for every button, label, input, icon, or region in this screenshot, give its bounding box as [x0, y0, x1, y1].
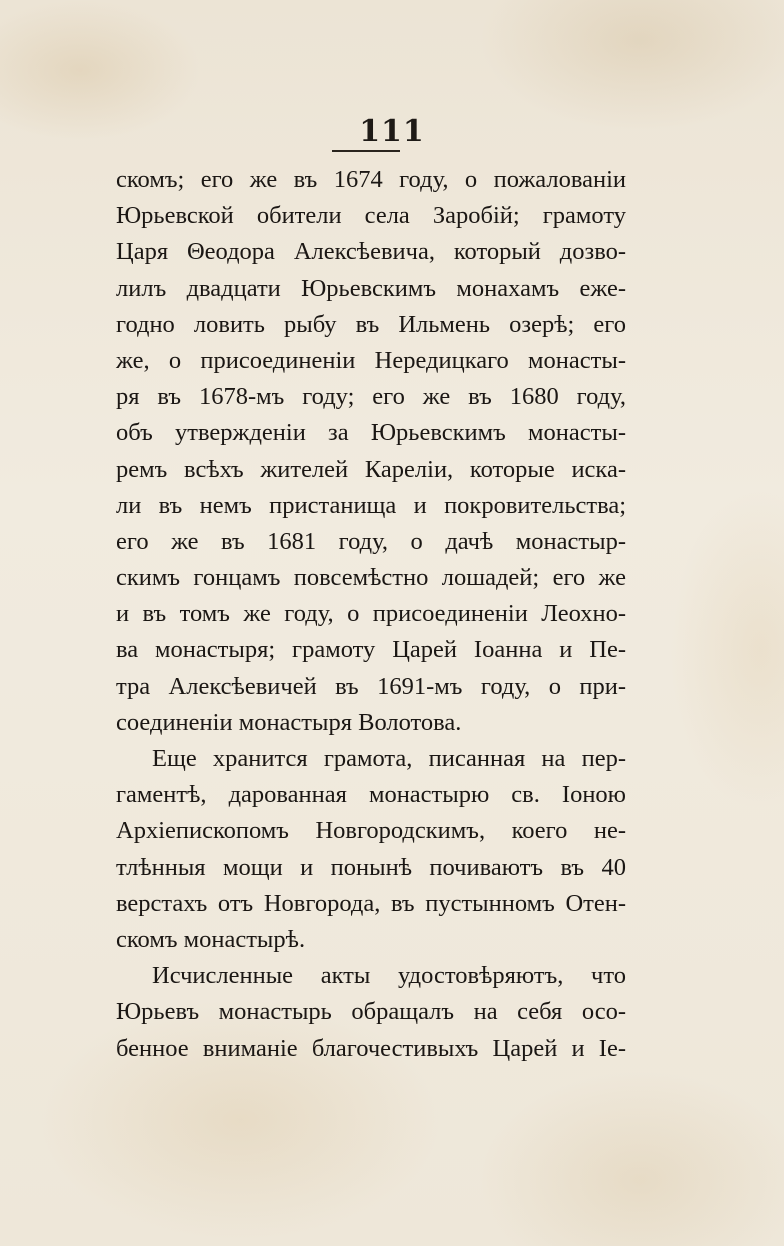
- text-line: тра Алексѣевичей въ 1691-мъ году, о при-: [116, 672, 626, 700]
- text-line: тлѣнныя мощи и понынѣ почиваютъ въ 40: [116, 853, 626, 881]
- body-text: [116, 162, 626, 1067]
- paragraph-1: [116, 162, 626, 741]
- text-line: ря въ 1678-мъ году; его же въ 1680 году,: [116, 383, 626, 411]
- page-number-rule: [332, 150, 400, 152]
- page-number: 111: [359, 114, 425, 149]
- text-line: Царя Θеодора Алексѣевича, который дозво-: [116, 238, 626, 266]
- text-line: верстахъ отъ Новгорода, въ пустынномъ Отен-: [116, 889, 626, 917]
- text-line: Юрьевской обители села Заробій; грамоту: [116, 202, 626, 230]
- text-line: ли въ немъ пристанища и покровительства;: [116, 491, 626, 519]
- text-line: скомъ; его же въ 1674 году, о пожалованіи: [116, 166, 626, 193]
- text-line: его же въ 1681 году, о дачѣ монастыр-: [116, 527, 626, 555]
- text-line: лилъ двадцати Юрьевскимъ монахамъ еже-: [116, 274, 626, 302]
- text-line: объ утвержденіи за Юрьевскимъ монасты-: [116, 419, 626, 447]
- paragraph-2: [116, 741, 626, 958]
- text-line: Исчисленные акты удостовѣряютъ, что: [152, 962, 626, 990]
- text-line: скомъ монастырѣ.: [116, 925, 306, 953]
- text-line: Еще хранится грамота, писанная на пер-: [152, 745, 626, 772]
- text-line: скимъ гонцамъ повсемѣстно лошадей; его же: [116, 564, 626, 592]
- paragraph-3: [116, 958, 626, 1067]
- text-line: же, о присоединеніи Нередицкаго монасты-: [116, 346, 626, 374]
- text-line: годно ловить рыбу въ Ильмень озерѣ; его: [116, 310, 626, 338]
- text-line: Юрьевъ монастырь обращалъ на себя осо-: [116, 998, 626, 1026]
- text-line: и въ томъ же году, о присоединеніи Леохно-: [116, 600, 626, 628]
- text-line: гаментѣ, дарованная монастырю св. Іоною: [116, 781, 626, 809]
- text-line: соединеніи монастыря Волотова.: [116, 708, 462, 736]
- text-line: ремъ всѣхъ жителей Кареліи, которые иска-: [116, 455, 626, 483]
- text-line: бенное вниманіе благочестивыхъ Царей и Іе-: [116, 1034, 626, 1062]
- text-line: ва монастыря; грамоту Царей Іоанна и Пе-: [116, 636, 626, 664]
- text-line: Архіепископомъ Новгородскимъ, коего не-: [116, 817, 626, 845]
